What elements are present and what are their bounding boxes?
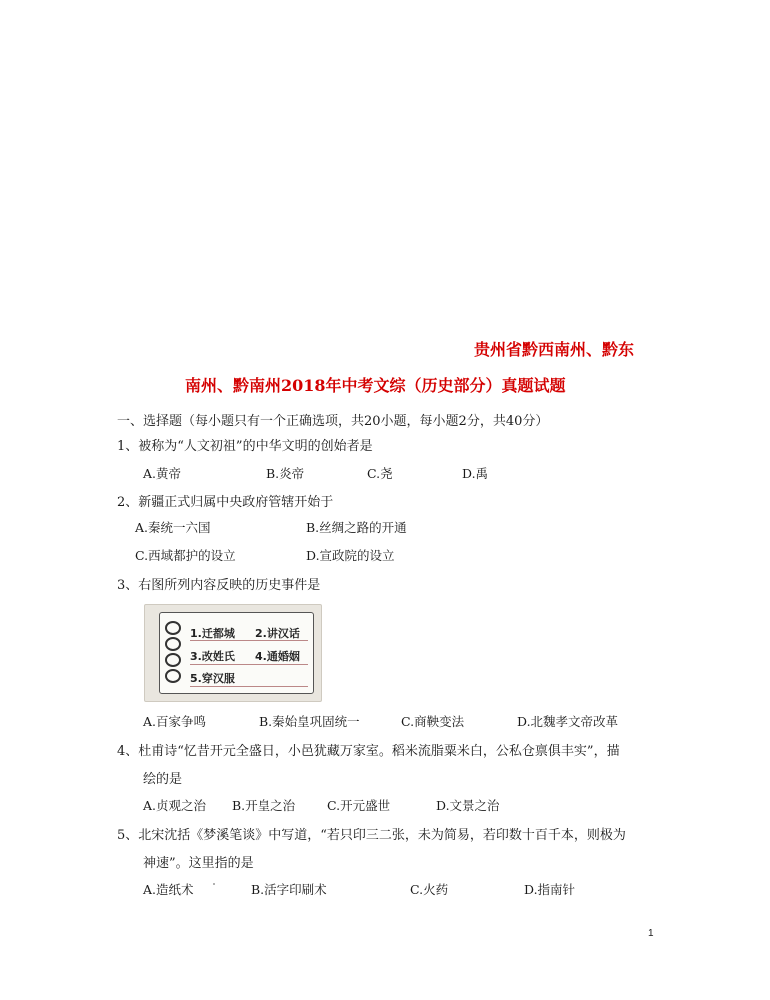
figure-item-3: 3.改姓氏 (190, 650, 235, 663)
page-number: 1 (648, 928, 654, 939)
question-4-stem: 4、杜甫诗“忆昔开元全盛日，小邑犹藏万家室。稻米流脂粟米白，公私仓禀俱丰实”，描 (117, 744, 620, 759)
question-4-stem-cont: 绘的是 (143, 772, 183, 787)
title-line-1: 贵州省黔西南州、黔东 (474, 340, 635, 359)
ruled-line (190, 686, 308, 687)
q5-option-d: D.指南针 (524, 882, 576, 897)
notebook-figure (144, 604, 322, 702)
question-5-stem-cont: 神速”。这里指的是 (143, 856, 254, 871)
q4-option-c: C.开元盛世 (327, 798, 391, 813)
q1-option-a: A.黄帝 (143, 466, 182, 481)
question-3-stem: 3、右图所列内容反映的历史事件是 (117, 578, 321, 593)
question-1-stem: 1、被称为“人文初祖”的中华文明的创始者是 (117, 439, 373, 454)
q3-option-d: D.北魏孝文帝改革 (517, 714, 619, 729)
stray-dot (213, 883, 215, 885)
figure-item-5: 5.穿汉服 (190, 672, 235, 685)
q1-option-c: C.尧 (367, 466, 393, 481)
question-5-stem: 5、北宋沈括《梦溪笔谈》中写道，“若只印三二张，未为简易，若印数十百千本，则极为 (117, 828, 626, 843)
question-2-stem: 2、新疆正式归属中央政府管辖开始于 (117, 495, 334, 510)
q2-option-d: D.宣政院的设立 (306, 548, 395, 563)
binder-ring-icon (165, 637, 181, 651)
ruled-line (190, 664, 308, 665)
q1-option-d: D.禹 (462, 466, 489, 481)
q2-option-c: C.西域都护的设立 (135, 548, 236, 563)
q5-option-a: A.造纸术 (143, 882, 194, 897)
q3-option-c: C.商鞅变法 (401, 714, 465, 729)
q2-option-b: B.丝绸之路的开通 (306, 520, 407, 535)
figure-item-2: 2.讲汉话 (255, 627, 300, 640)
notebook-page (159, 612, 314, 694)
binder-ring-icon (165, 621, 181, 635)
title-line-2: 南州、黔南州2018年中考文综（历史部分）真题试题 (185, 376, 566, 395)
q3-option-a: A.百家争鸣 (143, 714, 207, 729)
section-heading: 一、选择题（每小题只有一个正确选项，共20小题，每小题2分，共40分） (117, 414, 549, 429)
q4-option-a: A.贞观之治 (143, 798, 207, 813)
q5-option-b: B.活字印刷术 (251, 882, 327, 897)
q4-option-d: D.文景之治 (436, 798, 500, 813)
binder-ring-icon (165, 669, 181, 683)
figure-item-1: 1.迁都城 (190, 627, 235, 640)
q2-option-a: A.秦统一六国 (135, 520, 211, 535)
q3-option-b: B.秦始皇巩固统一 (259, 714, 360, 729)
figure-item-4: 4.通婚姻 (255, 650, 300, 663)
q1-option-b: B.炎帝 (266, 466, 305, 481)
q4-option-b: B.开皇之治 (232, 798, 296, 813)
q5-option-c: C.火药 (410, 882, 449, 897)
binder-ring-icon (165, 653, 181, 667)
